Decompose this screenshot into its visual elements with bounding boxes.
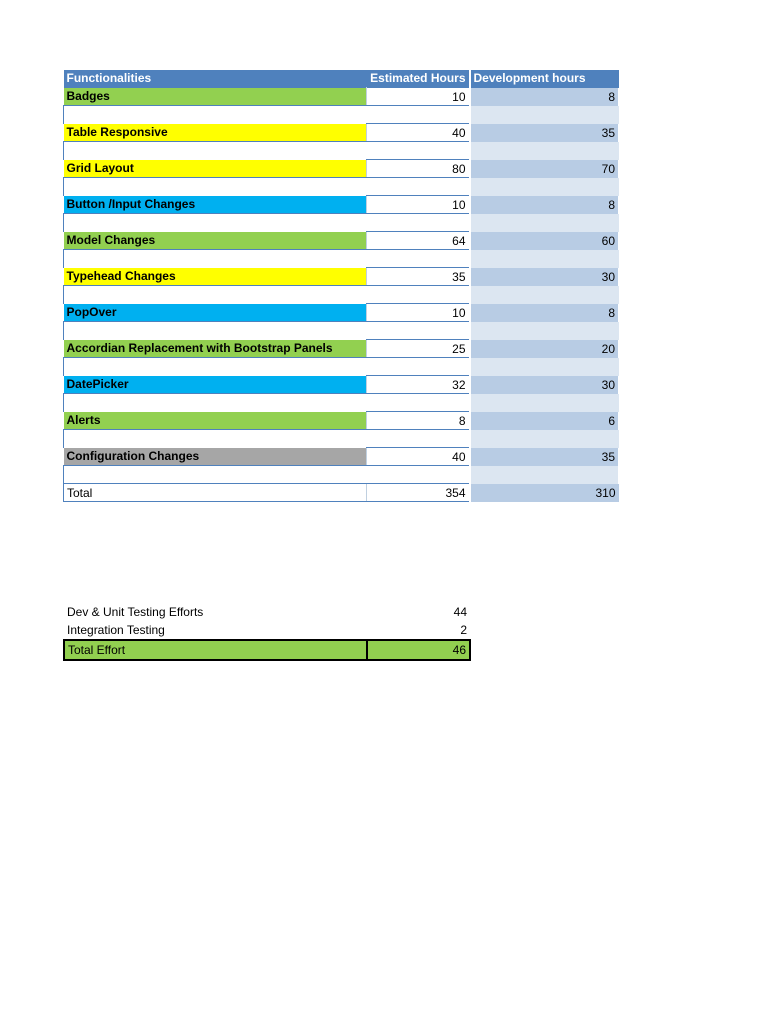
spacer-cell[interactable] — [64, 466, 367, 484]
spacer-row — [64, 250, 619, 268]
functionality-cell[interactable]: Typehead Changes — [64, 268, 367, 286]
spacer-cell[interactable] — [367, 286, 470, 304]
total-development-hours[interactable]: 310 — [470, 484, 619, 502]
functionality-cell[interactable]: Table Responsive — [64, 124, 367, 142]
summary-value[interactable]: 44 — [453, 604, 467, 619]
functionality-cell[interactable]: Button /Input Changes — [64, 196, 367, 214]
spacer-row — [64, 466, 619, 484]
spacer-cell[interactable] — [64, 214, 367, 232]
spacer-cell[interactable] — [470, 286, 619, 304]
development-hours-cell[interactable]: 35 — [470, 124, 619, 142]
spacer-cell[interactable] — [367, 430, 470, 448]
development-hours-cell[interactable]: 8 — [470, 88, 619, 106]
spacer-cell[interactable] — [64, 322, 367, 340]
table-row — [64, 376, 619, 394]
functionality-cell[interactable]: Configuration Changes — [64, 448, 367, 466]
development-hours-cell[interactable]: 8 — [470, 304, 619, 322]
table-row — [64, 448, 619, 466]
spacer-cell[interactable] — [367, 358, 470, 376]
spacer-cell[interactable] — [470, 394, 619, 412]
table-row — [64, 160, 619, 178]
spacer-cell[interactable] — [470, 106, 619, 124]
spacer-cell[interactable] — [367, 466, 470, 484]
total-effort-row — [64, 640, 470, 660]
functionality-cell[interactable]: Badges — [64, 88, 367, 106]
spacer-row — [64, 358, 619, 376]
header-functionalities[interactable]: Functionalities — [64, 70, 367, 88]
header-estimated-hours[interactable]: Estimated Hours — [367, 70, 470, 88]
header-development-hours[interactable]: Development hours — [470, 70, 619, 88]
functionality-cell[interactable]: Accordian Replacement with Bootstrap Panels — [64, 340, 367, 358]
summary-row — [64, 602, 470, 621]
table-row — [64, 232, 619, 250]
spacer-cell[interactable] — [470, 214, 619, 232]
table-row — [64, 196, 619, 214]
spacer-cell[interactable] — [367, 322, 470, 340]
table-row — [64, 88, 619, 106]
development-hours-cell[interactable]: 60 — [470, 232, 619, 250]
summary-value[interactable]: 2 — [460, 623, 467, 637]
table-row — [64, 268, 619, 286]
summary-row — [64, 621, 470, 640]
spacer-cell[interactable] — [64, 358, 367, 376]
spacer-cell[interactable] — [64, 250, 367, 268]
functionality-cell[interactable]: Alerts — [64, 412, 367, 430]
estimated-hours-cell[interactable]: 10 — [367, 196, 470, 214]
total-label[interactable]: Total — [64, 484, 367, 502]
development-hours-cell[interactable]: 70 — [470, 160, 619, 178]
estimated-hours-cell[interactable]: 8 — [367, 412, 470, 430]
spacer-cell[interactable] — [470, 250, 619, 268]
table-row — [64, 124, 619, 142]
spacer-cell[interactable] — [64, 106, 367, 124]
estimated-hours-cell[interactable]: 40 — [367, 448, 470, 466]
spacer-cell[interactable] — [64, 286, 367, 304]
spacer-cell[interactable] — [367, 394, 470, 412]
spacer-cell[interactable] — [367, 142, 470, 160]
spacer-row — [64, 286, 619, 304]
spacer-cell[interactable] — [64, 430, 367, 448]
development-hours-cell[interactable]: 30 — [470, 376, 619, 394]
estimated-hours-cell[interactable]: 80 — [367, 160, 470, 178]
development-hours-cell[interactable]: 20 — [470, 340, 619, 358]
spacer-cell[interactable] — [64, 142, 367, 160]
summary-label[interactable]: Integration Testing — [67, 623, 165, 637]
development-hours-cell[interactable]: 6 — [470, 412, 619, 430]
total-row — [64, 484, 619, 502]
table-row — [64, 304, 619, 322]
spacer-row — [64, 394, 619, 412]
spacer-cell[interactable] — [367, 250, 470, 268]
table-row — [64, 340, 619, 358]
header-row — [64, 70, 619, 88]
spacer-cell[interactable] — [64, 178, 367, 196]
spacer-cell[interactable] — [367, 214, 470, 232]
functionality-cell[interactable]: DatePicker — [64, 376, 367, 394]
spacer-cell[interactable] — [470, 178, 619, 196]
development-hours-cell[interactable]: 8 — [470, 196, 619, 214]
spacer-cell[interactable] — [470, 358, 619, 376]
development-hours-cell[interactable]: 30 — [470, 268, 619, 286]
spacer-row — [64, 430, 619, 448]
total-effort-label[interactable]: Total Effort — [64, 640, 367, 660]
spacer-row — [64, 142, 619, 160]
estimated-hours-cell[interactable]: 10 — [367, 304, 470, 322]
spacer-row — [64, 322, 619, 340]
estimated-hours-cell[interactable]: 40 — [367, 124, 470, 142]
spacer-cell[interactable] — [367, 106, 470, 124]
spacer-cell[interactable] — [470, 142, 619, 160]
spacer-cell[interactable] — [64, 394, 367, 412]
development-hours-cell[interactable]: 35 — [470, 448, 619, 466]
spacer-cell[interactable] — [367, 178, 470, 196]
effort-estimate-table — [63, 70, 619, 502]
spacer-row — [64, 106, 619, 124]
estimated-hours-cell[interactable]: 32 — [367, 376, 470, 394]
functionality-cell[interactable]: Model Changes — [64, 232, 367, 250]
spacer-cell[interactable] — [470, 466, 619, 484]
summary-label[interactable]: Dev & Unit Testing Efforts — [67, 604, 204, 619]
table-row — [64, 412, 619, 430]
effort-summary-table — [63, 602, 471, 661]
total-estimated-hours[interactable]: 354 — [367, 484, 470, 502]
functionality-cell[interactable]: PopOver — [64, 304, 367, 322]
spacer-cell[interactable] — [470, 322, 619, 340]
estimated-hours-cell[interactable]: 35 — [367, 268, 470, 286]
estimated-hours-cell[interactable]: 25 — [367, 340, 470, 358]
estimated-hours-cell[interactable]: 10 — [367, 88, 470, 106]
total-effort-value[interactable]: 46 — [367, 640, 470, 660]
spacer-row — [64, 214, 619, 232]
estimated-hours-cell[interactable]: 64 — [367, 232, 470, 250]
functionality-cell[interactable]: Grid Layout — [64, 160, 367, 178]
spacer-cell[interactable] — [470, 430, 619, 448]
spacer-row — [64, 178, 619, 196]
